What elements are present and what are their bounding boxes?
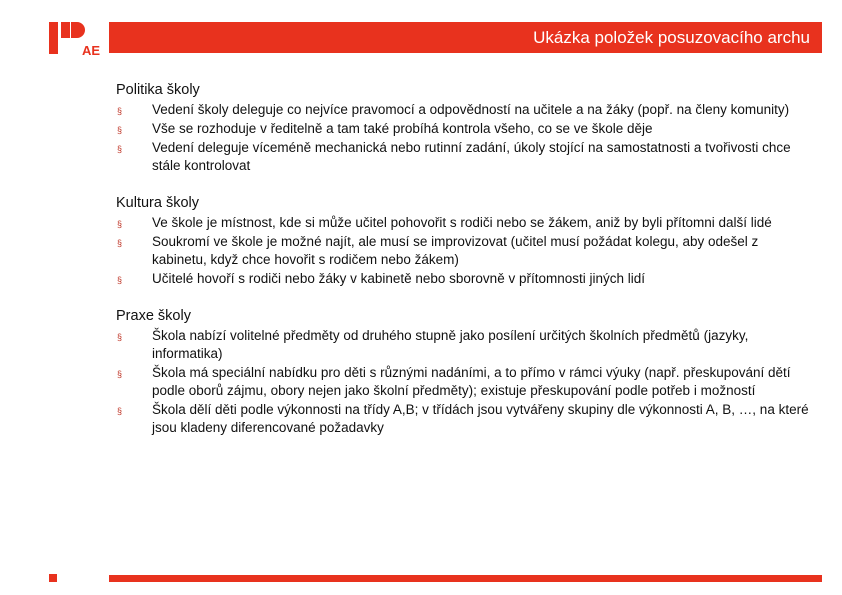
footer-square	[49, 574, 57, 582]
section-title: Kultura školy	[116, 195, 200, 211]
logo	[49, 20, 109, 58]
list-item-text: Vedení deleguje víceméně mechanická nebo rutinní zadání, úkoly stojící na samostatnosti a tvořivosti chce stále kontrolovat	[152, 140, 791, 173]
logo-text: AE	[82, 43, 101, 58]
section-politika	[116, 80, 816, 175]
bullet-icon: §	[117, 144, 123, 154]
bullet-icon: §	[117, 238, 123, 248]
footer-bar	[109, 575, 822, 582]
page-title: Ukázka položek posuzovacího archu	[533, 28, 810, 47]
bullet-icon: §	[117, 369, 123, 379]
list-item-text: Ve škole je místnost, kde si může učitel pohovořit s rodiči nebo se žákem, aniž by byli přítomni další lidé	[152, 215, 772, 230]
list-item-text: Škola dělí děti podle výkonnosti na třídy A,B; v třídách jsou vytvářeny skupiny dle výkonnosti A, B, …, na které jsou kladeny diferencované požadavky	[152, 402, 809, 435]
bullet-icon: §	[117, 275, 123, 285]
list-item	[116, 270, 816, 288]
header-bar	[109, 22, 822, 53]
bullet-icon: §	[117, 406, 123, 416]
list-item-text: Škola nabízí volitelné předměty od druhého stupně jako posílení určitých školních předmětů (jazyky, informatika)	[152, 328, 749, 361]
bullet-icon: §	[117, 106, 123, 116]
list-item	[116, 139, 816, 175]
bullet-icon: §	[117, 219, 123, 229]
list-item	[116, 101, 816, 119]
section-title: Praxe školy	[116, 308, 191, 324]
list-item-text: Vše se rozhoduje v ředitelně a tam také probíhá kontrola všeho, co se ve škole děje	[152, 121, 653, 136]
bullet-icon: §	[117, 332, 123, 342]
bullet-icon: §	[117, 125, 123, 135]
list-item	[116, 233, 816, 269]
list-item-text: Vedení školy deleguje co nejvíce pravomocí a odpovědností na učitele a na žáky (popř. na členy komunity)	[152, 102, 790, 117]
list-item-text: Učitelé hovoří s rodiči nebo žáky v kabinetě nebo sborovně v přítomnosti jiných lidí	[152, 271, 646, 286]
list-item-text: Soukromí ve škole je možné najít, ale musí se improvizovat (učitel musí požádat kolegu, aby odešel z kabinetu, když chce hovořit s rodičem nebo žákem)	[152, 234, 759, 267]
list-item	[116, 364, 816, 400]
list-item	[116, 214, 816, 232]
list-item	[116, 120, 816, 138]
section-title: Politika školy	[116, 82, 200, 98]
section-praxe	[116, 306, 816, 437]
list-item	[116, 327, 816, 363]
content	[116, 80, 816, 455]
section-kultura	[116, 193, 816, 288]
list-item-text: Škola má speciální nabídku pro děti s různými nadáními, a to přímo v rámci výuky (např. přeskupování dětí podle oborů zájmu, obory nejen jako školní předměty); existuje přeskupování podle potřeb i možností	[152, 365, 791, 398]
list-item	[116, 401, 816, 437]
